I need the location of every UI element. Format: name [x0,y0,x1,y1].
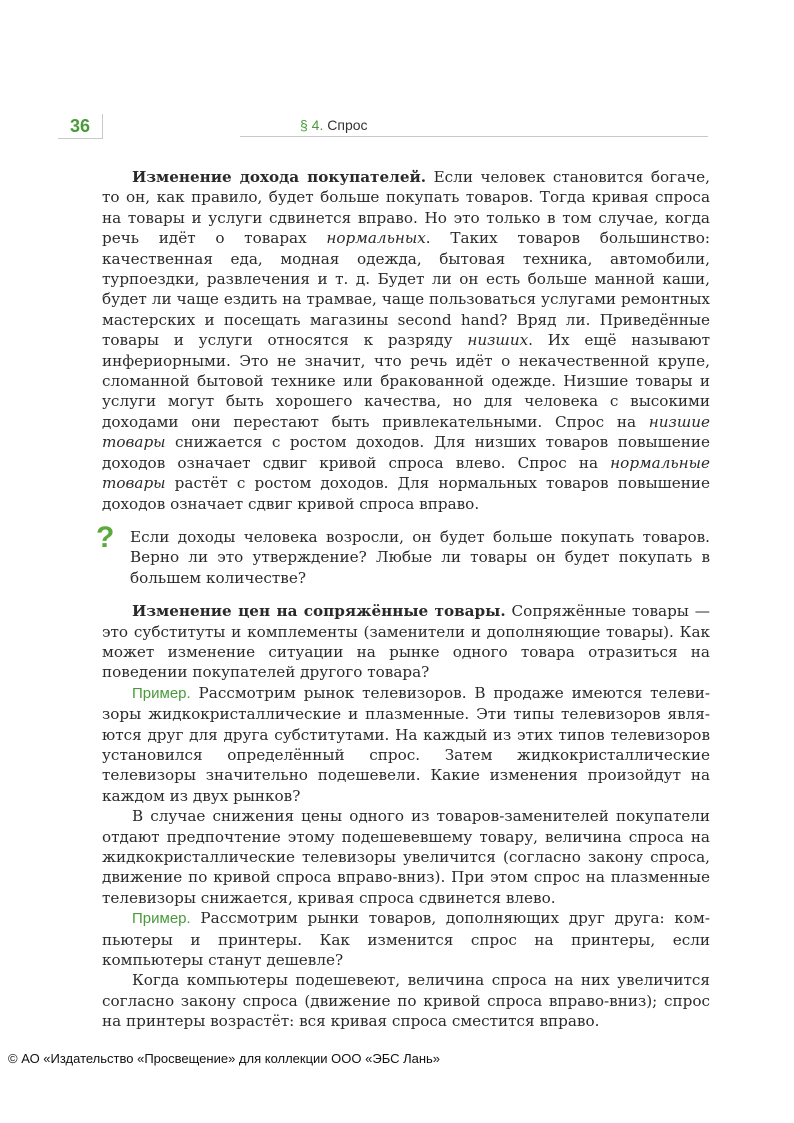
paragraph-heading: Изменение цен на сопряжённые товары. [132,602,506,621]
question-block [96,520,710,588]
paragraph-text: растёт с ростом доходов. Для нормальных товаров повышение доходов означает сдвиг кривой спроса вправо. [102,474,710,513]
paragraph-heading: Изменение дохода покупателей. [132,168,427,186]
emphasis-term: низших [467,331,529,350]
paragraph-text: снижается с ростом доходов. Для низших товаров повышение доходов означает сдвиг кривой спроса влево. Спрос на [102,433,710,472]
example-tv-market [102,683,710,806]
paragraph-text: Рассмотрим рынки товаров, дополняющих друг друга: компьютеры и принтеры. Как изменится спрос на принтеры, если компьютеры станут дешевле? [102,909,710,970]
question-mark-icon: ? [96,520,115,554]
paragraph-text: Если человек становится богаче, то он, как правило, будет больше покупать товаров. Тогда кривая спроса на товары и услуги сдвинется вправо. Но это только в том случае, когда речь идёт о товарах [102,168,710,248]
page-content [96,167,710,1032]
paragraph-text: Сопряжённые товары — это субституты и комплементы (заменители и дополняющие товары). Как может изменение ситуации на рынке одного товара отразиться на поведении покупателей другого товара? [102,602,710,682]
example-label: Пример. [132,684,191,702]
paragraph-related-goods [102,601,710,683]
question-text: Если доходы человека возросли, он будет больше покупать товаров. Верно ли это утверждение? Любые ли товары он будет покупать в большем количестве? [130,527,710,587]
section-title: Спрос [323,117,368,133]
copyright-notice: © АО «Издательство «Просвещение» для коллекции ООО «ЭБС Лань» [8,1051,441,1066]
emphasis-term: нормальных [326,229,426,248]
paragraph-complements-explanation: Когда компьютеры подешевеют, величина спроса на них увеличится согласно закону спроса (движение по кривой спроса вправо-вниз); спрос на принтеры возрастёт: вся кривая спроса сместится вправо. [102,971,710,1031]
example-label: Пример. [132,910,191,928]
paragraph-income-change [102,167,710,514]
paragraph-text: . Их ещё называют инфериорными. Это не значит, что речь идёт о некачественной крупе, сломанной бытовой технике или бракованной одежде. Низшие товары и услуги могут быть хорошего качества, но для человека с высокими доходами они перестают быть привлекательными. Спрос на [102,331,710,431]
paragraph-substitutes-explanation: В случае снижения цены одного из товаров-заменителей покупатели отдают предпочтение этому подешевевшему товару, величина спроса на жидкокристаллические телевизоры увеличится (согласно закону спроса, движение по кривой спроса вправо-вниз). При этом спрос на плазменные телевизоры снижается, кривая спроса сдвинется влево. [102,807,710,907]
page-number: 36 [58,114,103,139]
emphasis-term: низшие товары [102,412,710,452]
paragraph-text: Рассмотрим рынок телевизоров. В продаже имеются телевизоры жидкокристаллические и плазменные. Эти типы телевизоров являются друг для друга субститутами. На каждый из этих типов телевизоров установился определённый спрос. Затем жидкокристаллические телевизоры значительно подешевели. Какие изменения произойдут на каждом из двух рынков? [102,683,710,805]
section-number: § 4. [300,117,324,133]
example-computers-printers [102,908,710,970]
running-head [240,114,708,137]
emphasis-term: нормальные товары [102,453,710,493]
paragraph-text: . Таких товаров большинство: качественная еда, модная одежда, бытовая техника, автомобили, турпоездки, развлечения и т. д. Будет ли он есть больше манной каши, будет ли чаще ездить на трамвае, чаще пользоваться услугами ремонтных мастерских и посещать магазины second hand? Вряд ли. Приведённые товары и услуги относятся к разряду [102,229,710,350]
